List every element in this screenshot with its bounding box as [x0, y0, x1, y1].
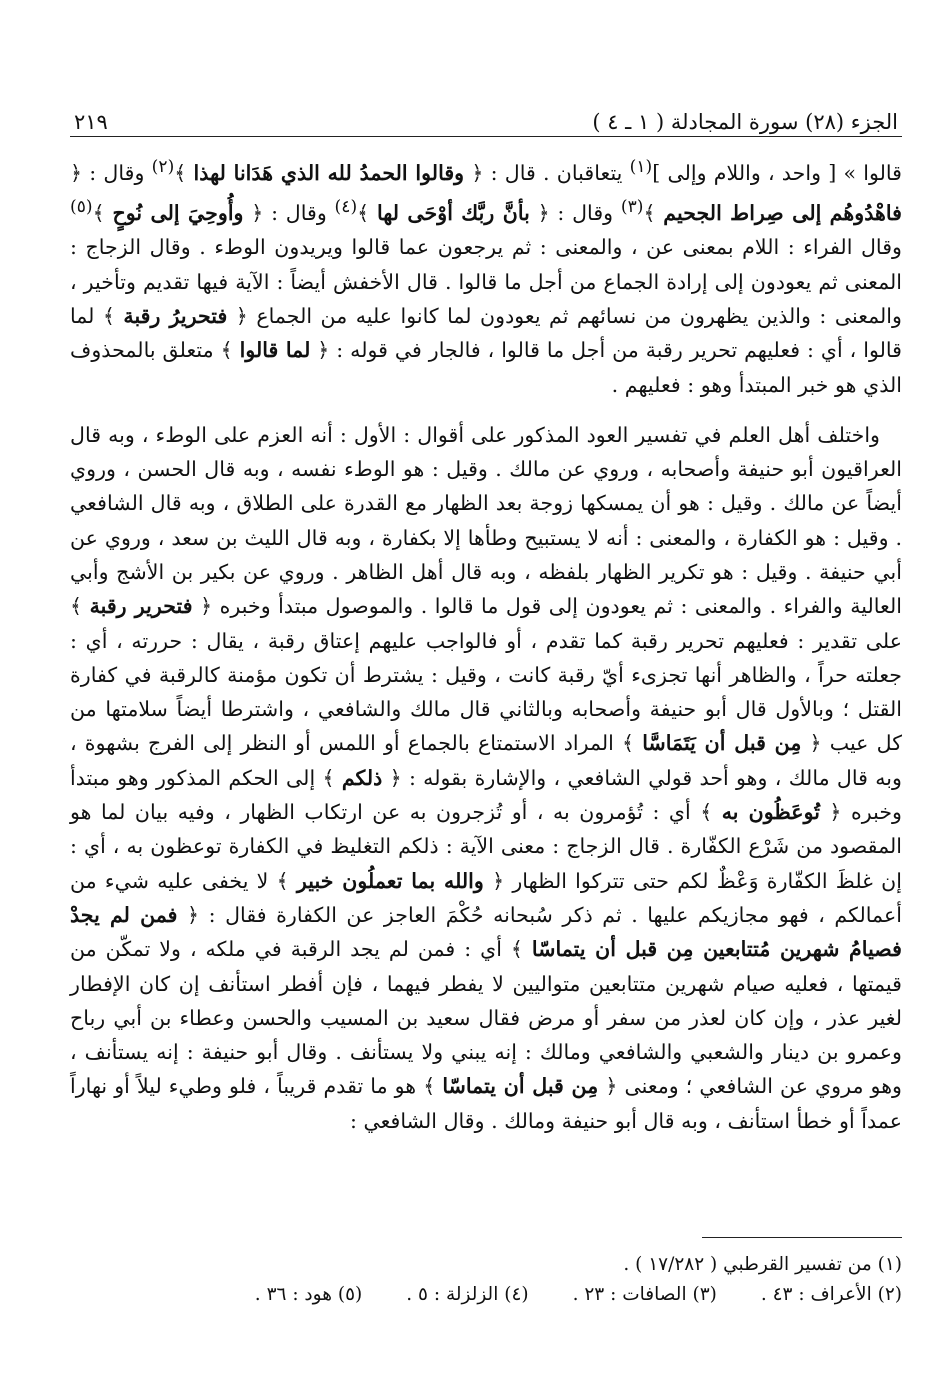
text-run: وقال : ﴿: [529, 201, 621, 226]
footnote-row: [70, 1280, 902, 1310]
quran-quote: فتحريرُ رقبة: [123, 303, 228, 328]
footnote-marker: (٤): [334, 197, 358, 218]
footnotes: [70, 1250, 902, 1310]
footnote-3: (٣) الصافات : ٢٣ .: [572, 1284, 717, 1305]
text-run: ﴾ لا يخفى عليه شيء من أعمالكم ، فهو مجازيكم عليها . ثم ذكر سُبحانه حُكْمَ العاجز عن الكفارة فقال : ﴿: [70, 868, 902, 927]
text-run: يتعاقبان . قال : ﴿: [464, 160, 630, 185]
text-run: ﴾: [643, 201, 664, 226]
quran-quote: ذلكم: [341, 765, 383, 790]
running-title: الجزء (٢٨) سورة المجادلة ( ١ ـ ٤ ): [592, 110, 898, 134]
footnote-marker: (٢): [151, 157, 175, 177]
header-divider: [70, 136, 902, 137]
paragraph-1: [70, 150, 902, 402]
footnote-marker: (١): [629, 157, 653, 177]
quran-quote: وأُوحِيَ إلى نُوحٍ: [112, 201, 244, 226]
footnote-5: (٥) هود : ٣٦ .: [254, 1284, 363, 1305]
text-run: ﴾: [92, 201, 113, 226]
quran-quote: مِن قبل أن يَتَمَاسَّا: [642, 731, 802, 756]
footnote-4: (٤) الزلزلة : ٥ .: [406, 1284, 529, 1305]
text-run: ﴾ لما قالوا ، أي : فعليهم تحرير رقبة من أجل ما قالوا ، فالجار في قوله : ﴿: [70, 303, 902, 363]
text-run: واختلف أهل العلم في تفسير العود المذكور على أقوال : الأول : أنه العزم على الوطء ، وبه قال العراقيون أبو حنيفة وأصحابه ، وروي عن مالك . وقيل : هو الوطء نفسه ، وبه قال الحسن ، وروي أيضاً عن مالك . وقيل : هو أن يمسكها زوجة بعد الظهار مع القدرة على الطلاق ، وبه قال الشافعي . وقيل : هو الكفارة ، والمعنى : أنه لا يستبيح وطأها إلا بكفارة ، وبه قال الليث بن سعد ، وروي عن أبي حنيفة . وقيل : هو تكرير الظهار بلفظه ، وبه قال أهل الظاهر . وروي عن بكير بن الأشج وأبي العالية والفراء . والمعنى : ثم يعودون إلى قول ما قالوا . والموصول مبتدأ وخبره ﴿: [70, 422, 902, 619]
footnote-divider: [702, 1237, 902, 1238]
footnote-marker: (٣): [620, 197, 644, 218]
text-run: ﴾ على تقدير : فعليهم تحرير رقبة كما تقدم ، أو فالواجب عليهم إعتاق رقبة ، يقال : حررته ، أي : جعلته حراً ، والظاهر أنها تجزىء أيّ رقبة كانت ، وقيل : يشترط أن تكون مؤمنة كالرقبة في كفارة القتل ؛ وبالأول قال أبو حنيفة وأصحابه وبالثاني قال مالك والشافعي ، واشترطا أيضاً سلامتها من كل عيب ﴿: [70, 594, 902, 756]
text-run: وقال : ﴿: [243, 201, 335, 226]
text-run: ﴾ إلى الحكم المذكور وهو مبتدأ وخبره ﴿: [70, 765, 902, 825]
text-run: ﴾ متعلق بالمحذوف الذي هو خبر المبتدأ وهو : فعليهم .: [70, 338, 902, 397]
page-number: ٢١٩: [74, 110, 108, 134]
quran-quote: تُوعَظُون به: [721, 800, 820, 825]
paragraph-2: [70, 418, 902, 1138]
footnote-2: (٢) الأعراف : ٤٣ .: [760, 1284, 902, 1305]
quran-quote: فتحرير رقبة: [89, 594, 193, 619]
quran-quote: فاهْدُوهُم إلى صِراط الجحيم: [663, 201, 902, 226]
quran-quote: لما قالوا: [239, 338, 311, 363]
quran-quote: والله بما تعملُون خبير: [296, 868, 484, 893]
text-run: قالوا » [ واحد ، واللام وإلى ]: [652, 160, 903, 185]
footnote-1: (١) من تفسير القرطبي ( ١٧/٢٨٢ ) .: [623, 1254, 902, 1275]
text-run: ﴾ أي : تُؤمرون به ، أو تُزجرون به عن ارتكاب الظهار ، وفيه بيان لما هو المقصود من شَرْع الكفّارة . قال الزجاج : معنى الآية : ذلكم التغليظ في الكفارة توعظون به ، أي : إن غلظَ الكفّارة وَعْظٌ لكم حتى تتركوا الظهار ﴿: [70, 800, 902, 893]
text-run: وقال الفراء : اللام بمعنى عن ، والمعنى : ثم يرجعون عما قالوا ويريدون الوطء . وقال الزجاج : المعنى ثم يعودون إلى إرادة الجماع من أجل ما قالوا . قال الأخفش أيضاً : الآية فيها تقديم وتأخير ، والمعنى : والذين يظهرون من نسائهم ثم يعودون لما كانوا عليه من الجماع ﴿: [70, 235, 902, 328]
quran-quote: فمن لم يجدْ فصيامُ شهرين مُتتابعين مِن قبل أن يتماسّا: [70, 902, 902, 962]
text-run: ﴾ المراد الاستمتاع بالجماع أو اللمس أو النظر إلى الفرج بشهوة ، وبه قال مالك ، وهو أحد قولي الشافعي ، والإشارة بقوله : ﴿: [70, 731, 902, 790]
footnote-marker: (٥): [70, 197, 93, 218]
text-run: ﴾ أي : فمن لم يجد الرقبة في ملكه ، ولا تمكّن من قيمتها ، فعليه صيام شهرين متتابعين متواليين لا يفطر فيهما ، فإن أفطر استأنف إن كان الإفطار لغير عذر ، وإن كان لعذر من سفر أو مرض فقال سعيد بن المسيب والحسن وعطاء بن أبي رباح وعمرو بن دينار والشعبي والشافعي ومالك : إنه يبني ولا يستأنف . وقال أبو حنيفة : إنه يستأنف ، وهو مروي عن الشافعي ؛ ومعنى ﴿: [70, 937, 903, 1099]
text-run: وقال : ﴿: [70, 160, 152, 185]
quran-quote: مِن قبل أن يتماسّا: [442, 1074, 599, 1099]
quran-quote: وقالوا الحمدُ لله الذي هَدَانا لهذا: [193, 160, 465, 185]
running-header: [70, 104, 902, 134]
quran-quote: بأنَّ ربَّك أوْحَى لها: [376, 201, 530, 226]
text-run: ﴾ هو ما تقدم قريباً ، فلو وطيء ليلاً أو نهاراً عمداً أو خطأ استأنف ، وبه قال أبو حنيفة ومالك . وقال الشافعي :: [70, 1074, 902, 1133]
text-run: ﴾: [357, 201, 377, 226]
main-text: [70, 150, 902, 1138]
text-run: ﴾: [174, 160, 194, 185]
